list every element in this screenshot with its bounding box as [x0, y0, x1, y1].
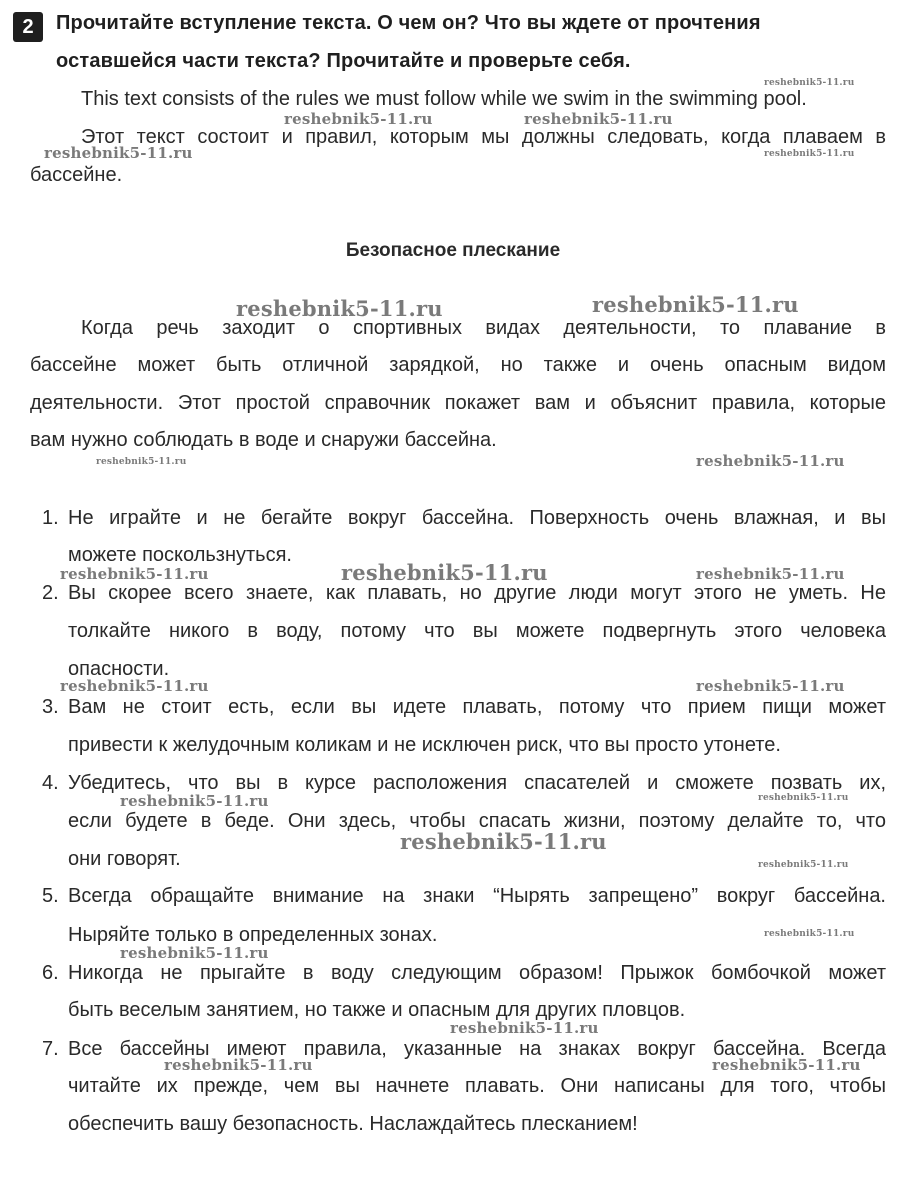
rule-7-line-3: обеспечить вашу безопасность. Наслаждайтесь плесканием!: [68, 1113, 638, 1135]
rule-5-line-2: Ныряйте только в определенных зонах.: [68, 924, 438, 946]
watermark: reshebnik5-11.ru: [400, 829, 607, 854]
rule-4-line-3: они говорят.: [68, 848, 181, 870]
rule-1-number: 1.: [42, 507, 59, 529]
rule-2-line-2: толкайте никого в воду, потому что вы можете подвергнуть этого человека: [68, 620, 886, 642]
watermark: reshebnik5-11.ru: [60, 677, 209, 695]
rule-7-line-1: Все бассейны имеют правила, указанные на знаках вокруг бассейна. Всегда: [68, 1038, 886, 1060]
intro-russian-line-2: бассейне.: [30, 164, 123, 186]
rule-1-line-2: можете поскользнуться.: [68, 544, 292, 566]
watermark: reshebnik5-11.ru: [592, 292, 799, 317]
paragraph-line-2: бассейне может быть отличной зарядкой, но также и очень опасным видом: [30, 354, 886, 376]
rule-3-number: 3.: [42, 696, 59, 718]
task-instruction-line-1: Прочитайте вступление текста. О чем он? Что вы ждете от прочтения: [56, 12, 761, 34]
paragraph-line-4: вам нужно соблюдать в воде и снаружи бассейна.: [30, 429, 497, 451]
rule-5-number: 5.: [42, 885, 59, 907]
paragraph-line-3: деятельности. Этот простой справочник покажет вам и объяснит правила, которые: [30, 392, 886, 414]
watermark: reshebnik5-11.ru: [164, 1056, 313, 1074]
rule-5-line-1: Всегда обращайте внимание на знаки “Нырять запрещено” вокруг бассейна.: [68, 885, 886, 907]
rule-3-line-2: привести к желудочным коликам и не исключен риск, что вы просто утонете.: [68, 734, 781, 756]
rule-7-line-2: читайте их прежде, чем вы начнете плавать. Они написаны для того, чтобы: [68, 1075, 886, 1097]
rule-6-number: 6.: [42, 962, 59, 984]
rule-6-line-2: быть веселым занятием, но также и опасным для других пловцов.: [68, 999, 686, 1021]
watermark: reshebnik5-11.ru: [758, 793, 849, 803]
rule-4-number: 4.: [42, 772, 59, 794]
watermark: reshebnik5-11.ru: [764, 149, 855, 159]
watermark: reshebnik5-11.ru: [712, 1056, 861, 1074]
intro-english: This text consists of the rules we must follow while we swim in the swimming pool.: [81, 88, 807, 110]
watermark: reshebnik5-11.ru: [60, 565, 209, 583]
rule-1-line-1: Не играйте и не бегайте вокруг бассейна. Поверхность очень влажная, и вы: [68, 507, 886, 529]
rule-4-line-1: Убедитесь, что вы в курсе расположения спасателей и сможете позвать их,: [68, 772, 886, 794]
watermark: reshebnik5-11.ru: [764, 929, 855, 939]
task-number-badge: 2: [13, 12, 43, 42]
rule-6-line-1: Никогда не прыгайте в воду следующим образом! Прыжок бомбочкой может: [68, 962, 886, 984]
watermark: reshebnik5-11.ru: [284, 110, 433, 128]
watermark: reshebnik5-11.ru: [120, 792, 269, 810]
rule-7-number: 7.: [42, 1038, 59, 1060]
watermark: reshebnik5-11.ru: [696, 452, 845, 470]
rule-4-line-2: если будете в беде. Они здесь, чтобы спасать жизни, поэтому делайте то, что: [68, 810, 886, 832]
watermark: reshebnik5-11.ru: [96, 457, 187, 467]
watermark: reshebnik5-11.ru: [524, 110, 673, 128]
rule-2-line-3: опасности.: [68, 658, 170, 680]
rule-2-number: 2.: [42, 582, 59, 604]
watermark: reshebnik5-11.ru: [764, 78, 855, 88]
watermark: reshebnik5-11.ru: [696, 565, 845, 583]
paragraph-line-1: Когда речь заходит о спортивных видах деятельности, то плавание в: [81, 317, 886, 339]
rule-2-line-1: Вы скорее всего знаете, как плавать, но другие люди могут этого не уметь. Не: [68, 582, 886, 604]
rule-3-line-1: Вам не стоит есть, если вы идете плавать, потому что прием пищи может: [68, 696, 886, 718]
watermark: reshebnik5-11.ru: [341, 560, 548, 585]
watermark: reshebnik5-11.ru: [120, 944, 269, 962]
watermark: reshebnik5-11.ru: [236, 296, 443, 321]
watermark: reshebnik5-11.ru: [450, 1019, 599, 1037]
intro-russian-line-1: Этот текст состоит и правил, которым мы должны следовать, когда плаваем в: [81, 126, 886, 148]
section-title: Безопасное плескание: [345, 240, 561, 261]
task-instruction-line-2: оставшейся части текста? Прочитайте и проверьте себя.: [56, 50, 631, 72]
watermark: reshebnik5-11.ru: [696, 677, 845, 695]
watermark: reshebnik5-11.ru: [758, 860, 849, 870]
watermark: reshebnik5-11.ru: [44, 144, 193, 162]
